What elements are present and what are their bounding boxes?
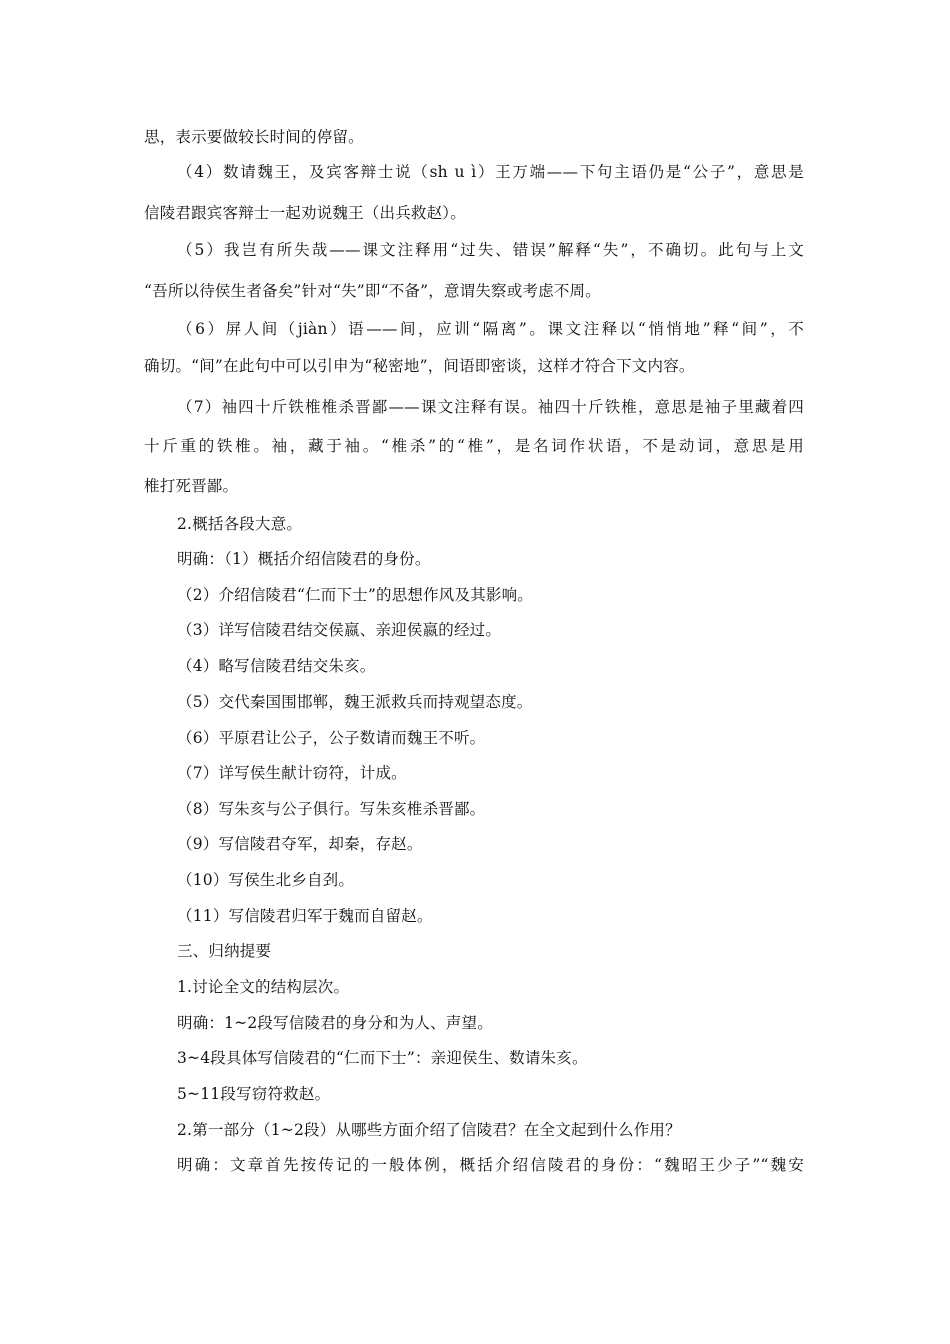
text-line: 3~4段具体写信陵君的“仁而下士”：亲迎侯生、数请朱亥。	[177, 1049, 588, 1067]
list-item: （4）略写信陵君结交朱亥。	[177, 657, 376, 675]
list-item: （10）写侯生北乡自刭。	[177, 871, 355, 889]
section-heading: 三、归纳提要	[177, 942, 272, 960]
list-item: （8）写朱亥与公子俱行。写朱亥椎杀晋鄙。	[177, 800, 486, 818]
text-line: （4）数请魏王，及宾客辩士说（sh u ì）王万端——下句主语仍是“公子”，意思是	[177, 163, 804, 181]
text-line: 信陵君跟宾客辩士一起劝说魏王（出兵救赵）。	[144, 204, 466, 222]
text-line: （6）屏人间（jiàn）语——间，应训“隔离”。课文注释以“悄悄地”释“间”，不	[177, 320, 804, 338]
text-line: 思，表示要做较长时间的停留。	[144, 128, 364, 146]
text-line: 明确：（1）概括介绍信陵君的身份。	[177, 550, 431, 568]
text-line: 椎打死晋鄙。	[144, 477, 239, 495]
text-line: 2.第一部分（1~2段）从哪些方面介绍了信陵君？在全文起到什么作用？	[177, 1121, 681, 1139]
section-heading: 2.概括各段大意。	[177, 515, 303, 533]
list-item: （3）详写信陵君结交侯嬴、亲迎侯嬴的经过。	[177, 621, 502, 639]
text-line: 十斤重的铁椎。袖，藏于袖。“椎杀”的“椎”，是名词作状语，不是动词，意思是用	[144, 437, 804, 455]
list-item: （9）写信陵君夺军，却秦，存赵。	[177, 835, 423, 853]
text-line: （5）我岂有所失哉——课文注释用“过失、错误”解释“失”，不确切。此句与上文	[177, 241, 804, 259]
list-item: （6）平原君让公子，公子数请而魏王不听。	[177, 729, 486, 747]
list-item: （2）介绍信陵君“仁而下士”的思想作风及其影响。	[177, 586, 534, 604]
list-item: （5）交代秦国围邯郸，魏王派救兵而持观望态度。	[177, 693, 533, 711]
text-line: 5~11段写窃符救赵。	[177, 1085, 331, 1103]
text-line: 明确：文章首先按传记的一般体例，概括介绍信陵君的身份：“魏昭王少子”“魏安	[177, 1156, 804, 1174]
text-line: 1.讨论全文的结构层次。	[177, 978, 350, 996]
text-line: 明确：1~2段写信陵君的身分和为人、声望。	[177, 1014, 493, 1032]
text-line: “吾所以待侯生者备矣”针对“失”即“不备”，意谓失察或考虑不周。	[144, 282, 601, 300]
text-line: 确切。“间”在此句中可以引申为“秘密地”，间语即密谈，这样才符合下文内容。	[144, 357, 695, 375]
text-line: （7）袖四十斤铁椎椎杀晋鄙——课文注释有误。袖四十斤铁椎，意思是袖子里藏着四	[177, 398, 804, 416]
list-item: （7）详写侯生献计窃符，计成。	[177, 764, 407, 782]
list-item: （11）写信陵君归军于魏而自留赵。	[177, 907, 433, 925]
